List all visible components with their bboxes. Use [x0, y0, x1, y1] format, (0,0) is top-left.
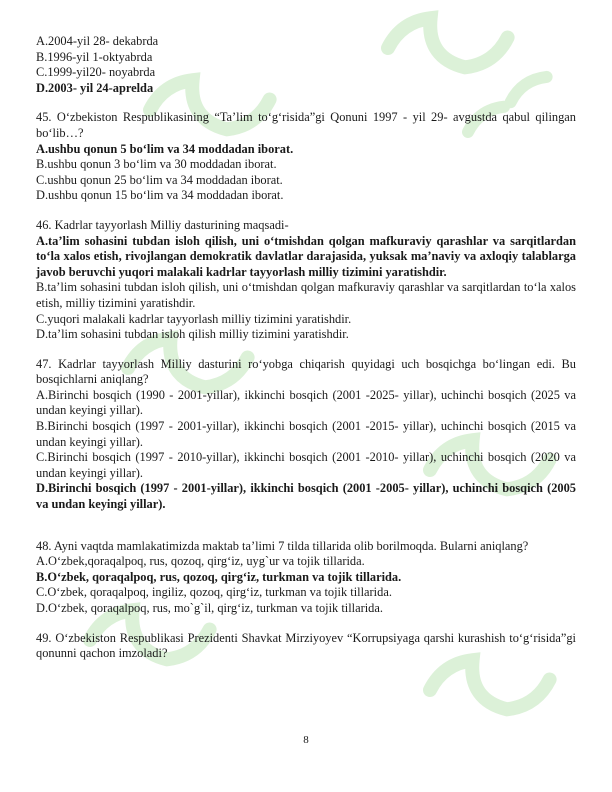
answer-option-correct: D.2003- yil 24-aprelda	[36, 80, 154, 95]
answer-option: B.ta’lim sohasini tubdan isloh qilish, uni o‘tmishdan qolgan mafkuraviy qarashlar va sarqitlardan to‘la xalos etish, milliy tizimini yaratishdir.	[36, 280, 576, 310]
answer-option-correct: A.ta’lim sohasini tubdan isloh qilish, uni o‘tmishdan qolgan mafkuraviy qarashlar va sarqitlardan to‘la xalos etish, rivojlangan demokratik davlatlar darajasida, yuksak ma’naviy va axloqiy talablarga javob beruvchi yuqori malakali kadrlar tayyorlash milliy tizimini yaratishdir.	[36, 233, 576, 279]
question-47	[36, 357, 576, 513]
answer-option: D.O‘zbek, qoraqalpoq, rus, mo`g`il, qirg‘iz, turkman va tojik tillarida.	[36, 601, 383, 615]
answer-option: D.ushbu qonun 15 bo‘lim va 34 moddadan iborat.	[36, 188, 284, 203]
question-text: 45. O‘zbekiston Respublikasining “Ta’lim to‘g‘risida”gi Qonuni 1997 - yil 29- avgustda qabul qilingan bo‘lib…?	[36, 110, 576, 140]
question-48	[36, 539, 576, 617]
question-45	[36, 110, 576, 204]
answer-option: B.ushbu qonun 3 bo‘lim va 30 moddadan iborat.	[36, 157, 277, 172]
answer-option: C.ushbu qonun 25 bo‘lim va 34 moddadan iborat.	[36, 172, 283, 187]
answer-option: C.Birinchi bosqich (1997 - 2010-yillar), ikkinchi bosqich (2001 -2010- yillar), uchinchi bosqich (2020 va undan keyingi yillar).	[36, 450, 576, 480]
answer-option: B.Birinchi bosqich (1997 - 2001-yillar), ikkinchi bosqich (2001 -2015- yillar), uchinchi bosqich (2015 va undan keyingi yillar).	[36, 419, 576, 449]
question-49	[36, 631, 576, 662]
previous-question-options	[36, 34, 576, 96]
answer-option-correct: D.Birinchi bosqich (1997 - 2001-yillar), ikkinchi bosqich (2001 -2005- yillar), uchinchi bosqich (2005 va undan keyingi yillar).	[36, 481, 576, 512]
answer-option: A.2004-yil 28- dekabrda	[36, 34, 159, 48]
question-text: 47. Kadrlar tayyorlash Milliy dasturini ro‘yobga chiqarish quyidagi uch bosqichga bo‘lingan edi. Bu bosqichlarni aniqlang?	[36, 356, 576, 387]
answer-option: C.yuqori malakali kadrlar tayyorlash milliy tizimini yaratishdir.	[36, 311, 352, 326]
question-46	[36, 218, 576, 343]
answer-option: D.ta’lim sohasini tubdan isloh qilish milliy tizimini yaratishdir.	[36, 327, 349, 342]
question-text: 48. Ayni vaqtda mamlakatimizda maktab ta’limi 7 tilda tillarida olib borilmoqda. Bularni aniqlang?	[36, 538, 529, 553]
question-text: 46. Kadrlar tayyorlash Milliy dasturining maqsadi-	[36, 217, 289, 232]
answer-option-correct: B.O‘zbek, qoraqalpoq, rus, qozoq, qirg‘iz, turkman va tojik tillarida.	[36, 569, 402, 584]
answer-option: C.1999-yil20- noyabrda	[36, 65, 156, 80]
answer-option: A.O‘zbek,qoraqalpoq, rus, qozoq, qirg‘iz, uyg`ur va tojik tillarida.	[36, 554, 365, 569]
question-text: 49. O‘zbekiston Respublikasi Prezidenti Shavkat Mirziyoyev “Korrupsiyaga qarshi kurashish to‘g‘risida”gi qonunni qachon imzoladi?	[36, 630, 576, 661]
answer-option-correct: A.ushbu qonun 5 bo‘lim va 34 moddadan iborat.	[36, 141, 294, 156]
answer-option: C.O‘zbek, qoraqalpoq, ingiliz, qozoq, qirg‘iz, turkman va tojik tillarida.	[36, 585, 392, 600]
answer-option: B.1996-yil 1-oktyabrda	[36, 49, 153, 64]
page-number: 8	[303, 734, 309, 746]
document-page	[36, 34, 576, 662]
answer-option: A.Birinchi bosqich (1990 - 2001-yillar), ikkinchi bosqich (2001 -2025- yillar), uchinchi bosqich (2025 va undan keyingi yillar).	[36, 387, 576, 418]
